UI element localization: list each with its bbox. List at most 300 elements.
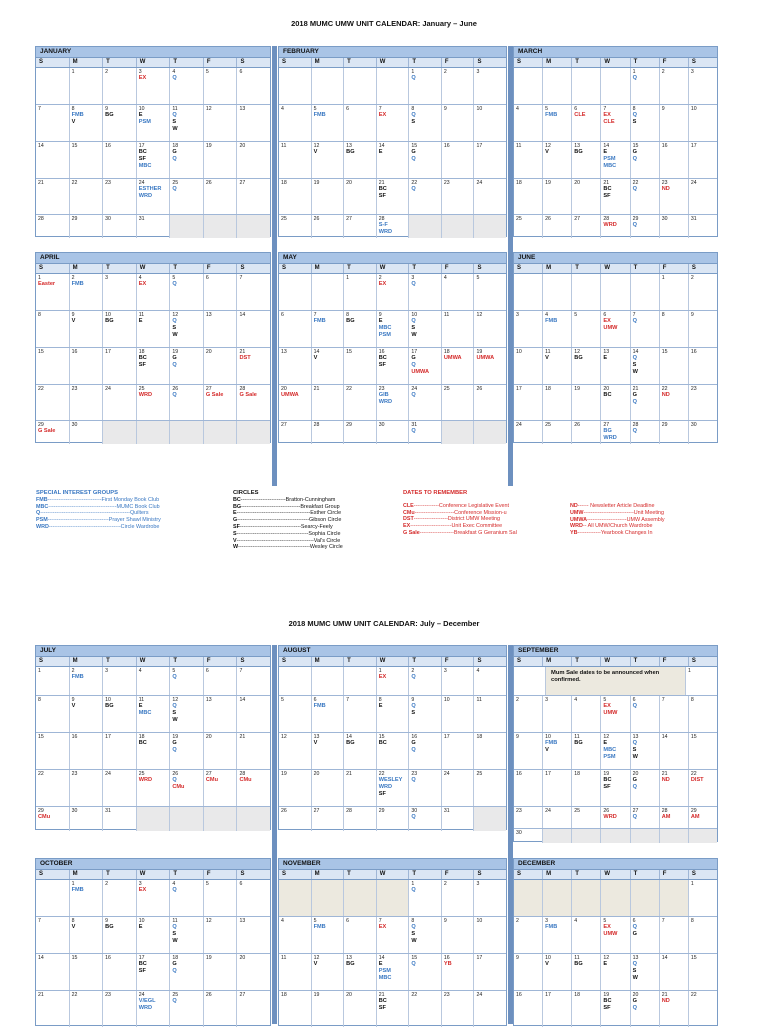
day-cell xyxy=(442,696,475,732)
day-number: 26 xyxy=(172,386,179,392)
day-number: 13 xyxy=(632,734,639,740)
day-cell xyxy=(103,917,137,953)
day-number: 24 xyxy=(105,386,111,392)
month-name: AUGUST xyxy=(279,646,506,657)
day-number: 23 xyxy=(411,771,418,777)
day-cell xyxy=(137,385,171,420)
weekday-label: T xyxy=(344,58,377,67)
day-cell xyxy=(377,311,410,347)
day-cell xyxy=(312,105,345,141)
weekday-label: W xyxy=(377,657,410,666)
day-number: 28 xyxy=(346,808,352,814)
day-cell xyxy=(170,421,204,444)
day-cell xyxy=(137,68,171,104)
day-cell xyxy=(572,421,601,444)
day-number: 5 xyxy=(205,881,209,887)
day-cell xyxy=(689,770,717,806)
day-cell xyxy=(137,917,171,953)
day-number: 5 xyxy=(281,697,284,703)
day-number: 28 xyxy=(603,216,610,222)
event-code: E xyxy=(378,961,383,967)
day-cell xyxy=(689,215,717,238)
day-cell xyxy=(377,348,410,384)
day-number: 4 xyxy=(574,918,578,924)
day-cell xyxy=(344,105,377,141)
column-separator xyxy=(272,46,277,486)
day-cell xyxy=(377,274,410,310)
legend-groups xyxy=(36,490,161,531)
day-cell xyxy=(442,179,475,214)
day-cell xyxy=(601,142,630,178)
day-number: 19 xyxy=(205,143,212,149)
day-cell xyxy=(514,770,543,806)
day-cell xyxy=(36,954,70,990)
day-cell xyxy=(36,667,70,695)
day-number: 5 xyxy=(172,668,176,674)
legend-description: ----------------------------------Prayer Shawl Ministry xyxy=(47,517,161,524)
day-number: 19 xyxy=(172,734,179,740)
event-code: Q xyxy=(411,747,416,753)
day-number: 2 xyxy=(443,881,447,887)
day-cell xyxy=(237,142,270,178)
day-cell xyxy=(204,954,238,990)
week-row xyxy=(36,311,270,348)
day-cell xyxy=(474,696,506,732)
event-code: Q xyxy=(411,924,416,930)
week-row xyxy=(514,733,717,770)
event-code: Q xyxy=(172,392,177,398)
event-code: S xyxy=(411,710,416,716)
day-number: 13 xyxy=(574,143,581,149)
day-cell xyxy=(103,385,137,420)
day-cell xyxy=(170,142,204,178)
day-cell xyxy=(344,880,377,916)
day-number: 6 xyxy=(574,106,578,112)
week-row xyxy=(36,880,270,917)
legend-item xyxy=(233,531,343,538)
day-number: 10 xyxy=(690,106,697,112)
day-cell xyxy=(474,179,506,214)
day-cell xyxy=(237,311,270,347)
day-cell xyxy=(631,954,660,990)
day-cell xyxy=(137,807,171,831)
day-number: 2 xyxy=(661,69,665,75)
day-number: 9 xyxy=(516,955,519,961)
day-number: 17 xyxy=(138,143,145,149)
event-code: Q xyxy=(411,318,416,324)
day-cell xyxy=(409,105,442,141)
day-number: 26 xyxy=(205,180,212,186)
day-cell xyxy=(279,917,312,953)
day-number: 1 xyxy=(661,275,665,281)
day-cell xyxy=(237,991,270,1027)
event-code: BC xyxy=(603,998,612,1004)
week-row xyxy=(514,179,717,215)
legend-code: Q xyxy=(36,510,41,517)
day-cell xyxy=(237,807,270,831)
event-code: BC xyxy=(378,186,387,192)
event-code: UMWA xyxy=(443,355,462,361)
event-code: EX xyxy=(603,703,611,709)
day-number: 4 xyxy=(172,69,176,75)
weekday-label: S xyxy=(36,657,70,666)
day-cell xyxy=(137,421,171,444)
day-number: 21 xyxy=(603,180,610,186)
day-cell xyxy=(689,880,717,916)
day-number: 28 xyxy=(632,422,639,428)
day-number: 6 xyxy=(205,275,209,281)
event-code: SF xyxy=(138,362,146,368)
day-number: 9 xyxy=(690,312,694,318)
legend-code: V xyxy=(233,537,237,544)
day-cell xyxy=(474,274,506,310)
day-cell xyxy=(204,770,238,806)
event-code: V xyxy=(71,703,76,709)
legend-item xyxy=(570,517,665,524)
mum-sale-note xyxy=(546,667,686,695)
day-number: 11 xyxy=(172,918,178,924)
event-code: PSM xyxy=(138,119,151,125)
event-code: W xyxy=(632,754,638,760)
day-cell xyxy=(409,667,442,695)
day-cell xyxy=(279,385,312,420)
day-cell xyxy=(344,179,377,214)
day-cell xyxy=(344,770,377,806)
day-cell xyxy=(279,770,312,806)
day-cell xyxy=(170,311,204,347)
day-cell xyxy=(344,991,377,1027)
event-code: AM xyxy=(690,814,700,820)
day-number: 31 xyxy=(411,422,418,428)
day-cell xyxy=(631,917,660,953)
day-cell xyxy=(631,274,660,310)
event-code: Q xyxy=(411,362,416,368)
weekday-label: S xyxy=(514,657,543,666)
day-cell xyxy=(689,348,717,384)
event-code: FMB xyxy=(313,703,326,709)
day-cell xyxy=(631,179,660,214)
event-code: EX xyxy=(378,112,387,118)
day-number: 4 xyxy=(281,918,284,924)
title-jan-jun: 2018 MUMC UMW UNIT CALENDAR: January – June xyxy=(291,19,477,28)
day-cell xyxy=(442,770,475,806)
day-number: 27 xyxy=(632,808,639,814)
day-cell xyxy=(103,991,137,1027)
day-cell xyxy=(601,421,630,444)
week-row xyxy=(36,954,270,991)
day-number: 5 xyxy=(603,697,607,703)
day-cell xyxy=(543,954,572,990)
day-number: 21 xyxy=(661,771,668,777)
event-code: S xyxy=(632,968,637,974)
event-code: G Sale xyxy=(205,392,224,398)
day-number: 23 xyxy=(443,180,450,186)
day-cell xyxy=(660,105,689,141)
day-number: 7 xyxy=(378,106,382,112)
event-code: FMB xyxy=(545,740,558,746)
legend-code: SF xyxy=(233,523,240,530)
week-row xyxy=(279,142,506,179)
day-cell xyxy=(204,179,238,214)
day-number: 1 xyxy=(71,881,75,887)
day-number: 31 xyxy=(690,216,697,222)
event-code: WRD xyxy=(138,193,153,199)
day-cell xyxy=(279,179,312,214)
day-number: 2 xyxy=(690,275,694,281)
day-cell xyxy=(312,917,345,953)
weekday-label: T xyxy=(409,870,442,879)
day-number: 23 xyxy=(71,386,78,392)
day-cell xyxy=(631,696,660,732)
event-code: CLE xyxy=(603,119,615,125)
day-number: 14 xyxy=(239,312,246,318)
day-number: 2 xyxy=(443,69,447,75)
day-number: 30 xyxy=(105,216,111,222)
event-code: Q xyxy=(172,75,177,81)
weekday-label: M xyxy=(312,264,345,273)
day-number: 16 xyxy=(71,349,78,355)
legend-description: -------------------District UMW Meeting xyxy=(413,516,501,523)
weekday-header xyxy=(514,264,717,274)
day-cell xyxy=(170,215,204,238)
event-code: PSM xyxy=(603,156,616,162)
day-cell xyxy=(409,385,442,420)
day-cell xyxy=(631,880,660,916)
day-number: 15 xyxy=(71,143,78,149)
day-cell xyxy=(170,733,204,769)
day-cell xyxy=(103,179,137,214)
week-row xyxy=(36,421,270,444)
legend-item xyxy=(570,510,665,517)
event-code: BG xyxy=(346,149,355,155)
day-cell xyxy=(279,274,312,310)
day-cell xyxy=(36,274,70,310)
event-code: Q xyxy=(172,703,177,709)
week-row xyxy=(36,348,270,385)
day-cell xyxy=(344,215,377,238)
event-code: BC xyxy=(378,355,387,361)
legend-code: UMW xyxy=(570,509,584,516)
day-number: 9 xyxy=(661,106,665,112)
event-code: S xyxy=(632,362,637,368)
weekday-header xyxy=(279,657,506,667)
legend-description: ----------------------------Unit Meeting xyxy=(583,509,665,516)
event-code: V xyxy=(71,119,76,125)
day-cell xyxy=(344,311,377,347)
day-number: 25 xyxy=(138,386,145,392)
day-cell xyxy=(660,421,689,444)
week-row xyxy=(514,770,717,807)
day-cell xyxy=(344,421,377,444)
event-code: SF xyxy=(603,193,611,199)
event-code: FMB xyxy=(71,674,84,680)
day-cell xyxy=(572,954,601,990)
day-number: 4 xyxy=(516,106,519,112)
weekday-label: W xyxy=(601,58,630,67)
day-number: 11 xyxy=(172,106,178,112)
event-code: S xyxy=(632,119,637,125)
day-cell xyxy=(572,179,601,214)
day-number: 17 xyxy=(545,992,551,998)
event-code: CMu xyxy=(205,777,219,783)
legend-description: --------------------------------------MUMC Book Club xyxy=(48,503,160,510)
weekday-label: W xyxy=(601,657,630,666)
day-number: 22 xyxy=(38,771,44,777)
day-number: 5 xyxy=(603,918,607,924)
day-cell xyxy=(689,385,717,420)
day-number: 21 xyxy=(38,180,44,186)
weekday-label: T xyxy=(409,264,442,273)
day-number: 11 xyxy=(281,955,287,961)
day-number: 3 xyxy=(105,668,109,674)
event-code: Q xyxy=(172,998,177,1004)
weekday-label: M xyxy=(543,58,572,67)
day-cell xyxy=(631,829,660,843)
weekday-label: S xyxy=(514,264,543,273)
day-cell xyxy=(70,667,104,695)
day-cell xyxy=(312,696,345,732)
legend-description: --------------------------------------------------Quilters xyxy=(40,510,149,517)
day-cell xyxy=(601,880,630,916)
day-cell xyxy=(660,179,689,214)
day-number: 13 xyxy=(205,697,212,703)
day-cell xyxy=(660,991,689,1027)
day-cell xyxy=(312,421,345,444)
week-row xyxy=(36,142,270,179)
day-cell xyxy=(631,105,660,141)
legend-item xyxy=(36,497,161,504)
day-cell xyxy=(409,274,442,310)
legend-description: ----------------------------------Searcy-Feely xyxy=(239,523,333,530)
day-number: 18 xyxy=(138,349,145,355)
weekday-label: W xyxy=(137,58,171,67)
event-code: S xyxy=(172,710,177,716)
day-cell xyxy=(279,733,312,769)
day-cell xyxy=(344,142,377,178)
day-number: 2 xyxy=(105,881,109,887)
day-number: 18 xyxy=(574,992,581,998)
day-cell xyxy=(377,421,410,444)
day-number: 11 xyxy=(138,697,145,703)
day-cell xyxy=(572,274,601,310)
day-number: 10 xyxy=(545,955,551,961)
event-code: Q xyxy=(172,777,177,783)
month-sep xyxy=(513,645,718,842)
event-code: V xyxy=(545,355,549,361)
event-code: UMWA xyxy=(476,355,495,361)
weekday-label: W xyxy=(137,264,171,273)
week-row xyxy=(279,696,506,733)
day-number: 8 xyxy=(71,106,75,112)
day-cell xyxy=(442,142,475,178)
day-cell xyxy=(572,807,601,828)
event-code: UMW xyxy=(603,931,618,937)
weekday-label: F xyxy=(442,870,475,879)
month-dec xyxy=(513,858,718,1026)
event-code: E xyxy=(138,318,143,324)
event-code: BC xyxy=(378,740,387,746)
day-number: 21 xyxy=(632,386,639,392)
day-number: 24 xyxy=(138,180,145,186)
weekday-label: T xyxy=(344,657,377,666)
event-code: S xyxy=(411,119,416,125)
day-cell xyxy=(601,385,630,420)
day-cell xyxy=(572,991,601,1027)
month-name: MARCH xyxy=(514,47,717,58)
day-number: 22 xyxy=(71,992,78,998)
week-row xyxy=(36,274,270,311)
day-number: 20 xyxy=(603,386,610,392)
day-number: 2 xyxy=(411,668,415,674)
event-code: V xyxy=(545,149,549,155)
legend-item xyxy=(403,510,517,517)
day-cell xyxy=(601,917,630,953)
day-cell xyxy=(204,880,238,916)
legend-dates-heading: DATES TO REMEMBER xyxy=(403,490,468,496)
day-number: 8 xyxy=(411,106,415,112)
day-number: 3 xyxy=(105,275,109,281)
day-number: 19 xyxy=(313,180,320,186)
day-number: 6 xyxy=(239,881,243,887)
event-code: V xyxy=(545,747,549,753)
legend-description: ----------------------------------------Circle Wardrobe xyxy=(48,523,160,530)
day-cell xyxy=(137,991,171,1027)
weekday-label: M xyxy=(543,264,572,273)
day-cell xyxy=(312,348,345,384)
event-code: Q xyxy=(411,428,416,434)
event-code: WRD xyxy=(378,229,393,235)
month-jul xyxy=(35,645,271,830)
day-cell xyxy=(601,991,630,1027)
day-cell xyxy=(204,274,238,310)
day-cell xyxy=(103,880,137,916)
day-number: 12 xyxy=(205,918,212,924)
day-cell xyxy=(689,807,717,828)
day-number: 3 xyxy=(690,69,694,75)
weekday-label: T xyxy=(409,58,442,67)
legend-description: ---------------------------------Breakfast Group xyxy=(241,503,340,510)
event-code: CLE xyxy=(574,112,586,118)
day-cell xyxy=(170,667,204,695)
day-cell xyxy=(312,142,345,178)
day-number: 8 xyxy=(71,918,75,924)
legend-code: WRD xyxy=(570,523,583,530)
day-number: 15 xyxy=(346,349,352,355)
event-code: UMWA xyxy=(411,369,430,375)
day-number: 28 xyxy=(38,216,44,222)
weekday-label: S xyxy=(240,265,245,271)
event-code: EX xyxy=(138,281,147,287)
event-code: S xyxy=(172,931,177,937)
day-number: 25 xyxy=(476,771,483,777)
event-code: PSM xyxy=(378,968,391,974)
weekday-label: T xyxy=(170,657,204,666)
event-code: E xyxy=(138,112,143,118)
weekday-label: F xyxy=(660,264,689,273)
day-number: 26 xyxy=(574,422,581,428)
weekday-header xyxy=(279,870,506,880)
day-number: 1 xyxy=(38,275,41,281)
event-code: SF xyxy=(603,1005,611,1011)
event-code: FMB xyxy=(545,318,558,324)
day-number: 30 xyxy=(71,422,78,428)
day-number: 4 xyxy=(281,106,284,112)
day-cell xyxy=(312,274,345,310)
day-cell xyxy=(312,991,345,1027)
legend-description: ----------------------------------------Gibson Circle xyxy=(237,517,342,524)
day-number: 28 xyxy=(661,808,668,814)
event-code: G xyxy=(632,998,637,1004)
